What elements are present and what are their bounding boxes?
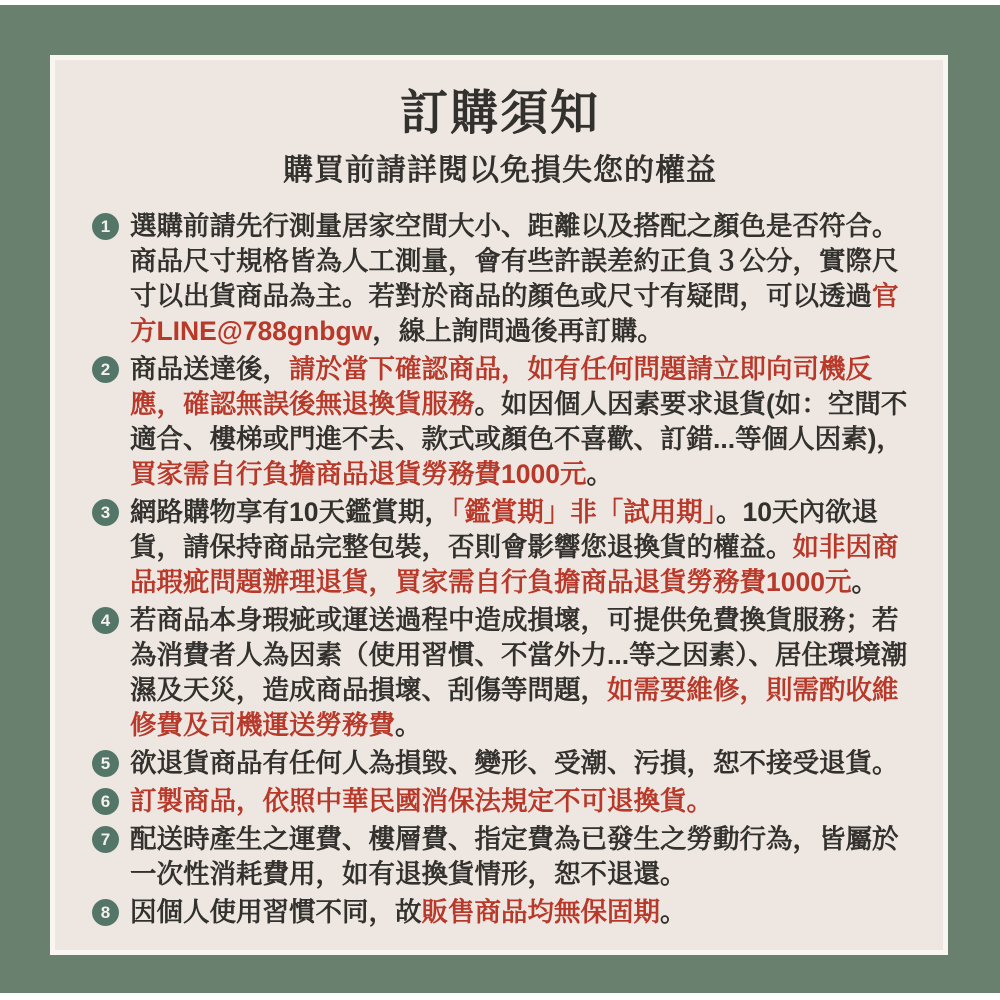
item-text bbox=[130, 209, 908, 349]
list-item bbox=[92, 746, 908, 781]
item-text bbox=[130, 603, 908, 743]
list-item bbox=[92, 822, 908, 892]
item-text-segment: 選購前請先行測量居家空間大小、距離以及搭配之顏色是否符合。商品尺寸規格皆為人工測量，會有些許誤差約正負３公分，實際尺寸以出貨商品為主。若對於商品的顏色或尺寸有疑問，可以透過 bbox=[130, 211, 899, 312]
item-number-badge: 4 bbox=[92, 607, 119, 634]
item-text-segment: 若商品本身瑕疵或運送過程中造成損壞，可提供免費換貨服務；若為消費者人為因素（使用習慣、不當外力...等之因素）、居住環境潮濕及天災，造成商品損壞、刮傷等問題， bbox=[130, 605, 908, 706]
item-text-segment: 。 bbox=[586, 459, 613, 490]
item-text-segment: 網路購物享有10天鑑賞期， bbox=[130, 497, 451, 528]
item-text-segment: 。10天內欲退貨，請保持商品完整包裝，否則會影響您退換貨的權益。 bbox=[130, 497, 878, 563]
item-text-emphasis: 如非因商品瑕疵問題辦理退貨，買家需自行負擔商品退貨勞務費1000元 bbox=[130, 532, 899, 598]
notice-list bbox=[92, 209, 908, 930]
item-text-emphasis: 訂製商品，依照中華民國消保法規定不可退換貨。 bbox=[130, 786, 713, 817]
list-item bbox=[92, 495, 908, 600]
list-item bbox=[92, 784, 908, 819]
item-text bbox=[130, 352, 908, 492]
page-title: 訂購須知 bbox=[399, 87, 600, 140]
item-text-segment: 欲退貨商品有任何人為損毀、變形、受潮、污損，恕不接受退貨。 bbox=[130, 748, 899, 779]
item-text-segment: 配送時產生之運費、樓層費、指定費為已發生之勞動行為，皆屬於一次性消耗費用，如有退換貨情形，恕不退還。 bbox=[130, 824, 899, 890]
list-item bbox=[92, 352, 908, 492]
item-text-segment: 。 bbox=[660, 897, 687, 928]
item-text bbox=[130, 746, 908, 781]
list-item bbox=[92, 209, 908, 349]
page-subtitle: 購買前請詳閱以免損失您的權益 bbox=[283, 154, 717, 188]
item-number-badge: 6 bbox=[92, 788, 119, 815]
item-text-emphasis: 買家需自行負擔商品退貨勞務費1000元 bbox=[130, 459, 587, 490]
item-text bbox=[130, 784, 908, 819]
item-text-segment: 。 bbox=[395, 710, 422, 741]
item-number-badge: 2 bbox=[92, 356, 119, 383]
item-text-emphasis: 請於當下確認商品，如有任何問題請立即向司機反應，確認無誤後無退換貨服務 bbox=[130, 354, 872, 420]
item-text-emphasis: 販售商品均無保固期 bbox=[421, 897, 660, 928]
item-text bbox=[130, 495, 908, 600]
item-text bbox=[130, 822, 908, 892]
list-item bbox=[92, 603, 908, 743]
item-text-segment: ，線上詢問過後再訂購。 bbox=[372, 316, 664, 347]
item-text-emphasis: 如需要維修，則需酌收維修費及司機運送勞務費 bbox=[130, 675, 899, 741]
green-frame bbox=[0, 5, 1000, 993]
list-item bbox=[92, 895, 908, 930]
item-text bbox=[130, 895, 908, 930]
item-text-emphasis: 「鑑賞期」非「試用期」 bbox=[450, 497, 716, 528]
item-text-segment: 。如因個人因素要求退貨(如：空間不適合、樓梯或門進不去、款式或顏色不喜歡、訂錯...等個人因素)， bbox=[130, 389, 908, 455]
item-number-badge: 5 bbox=[92, 750, 119, 777]
item-number-badge: 1 bbox=[92, 213, 119, 240]
item-number-badge: 8 bbox=[92, 899, 119, 926]
notice-panel bbox=[55, 60, 943, 950]
item-number-badge: 7 bbox=[92, 826, 119, 853]
item-number-badge: 3 bbox=[92, 499, 119, 526]
item-text-segment: 因個人使用習慣不同，故 bbox=[130, 897, 422, 928]
item-text-segment: 。 bbox=[851, 567, 878, 598]
item-text-segment: 商品送達後， bbox=[130, 354, 289, 385]
item-text-emphasis: 官方LINE@788gnbgw bbox=[130, 281, 899, 347]
